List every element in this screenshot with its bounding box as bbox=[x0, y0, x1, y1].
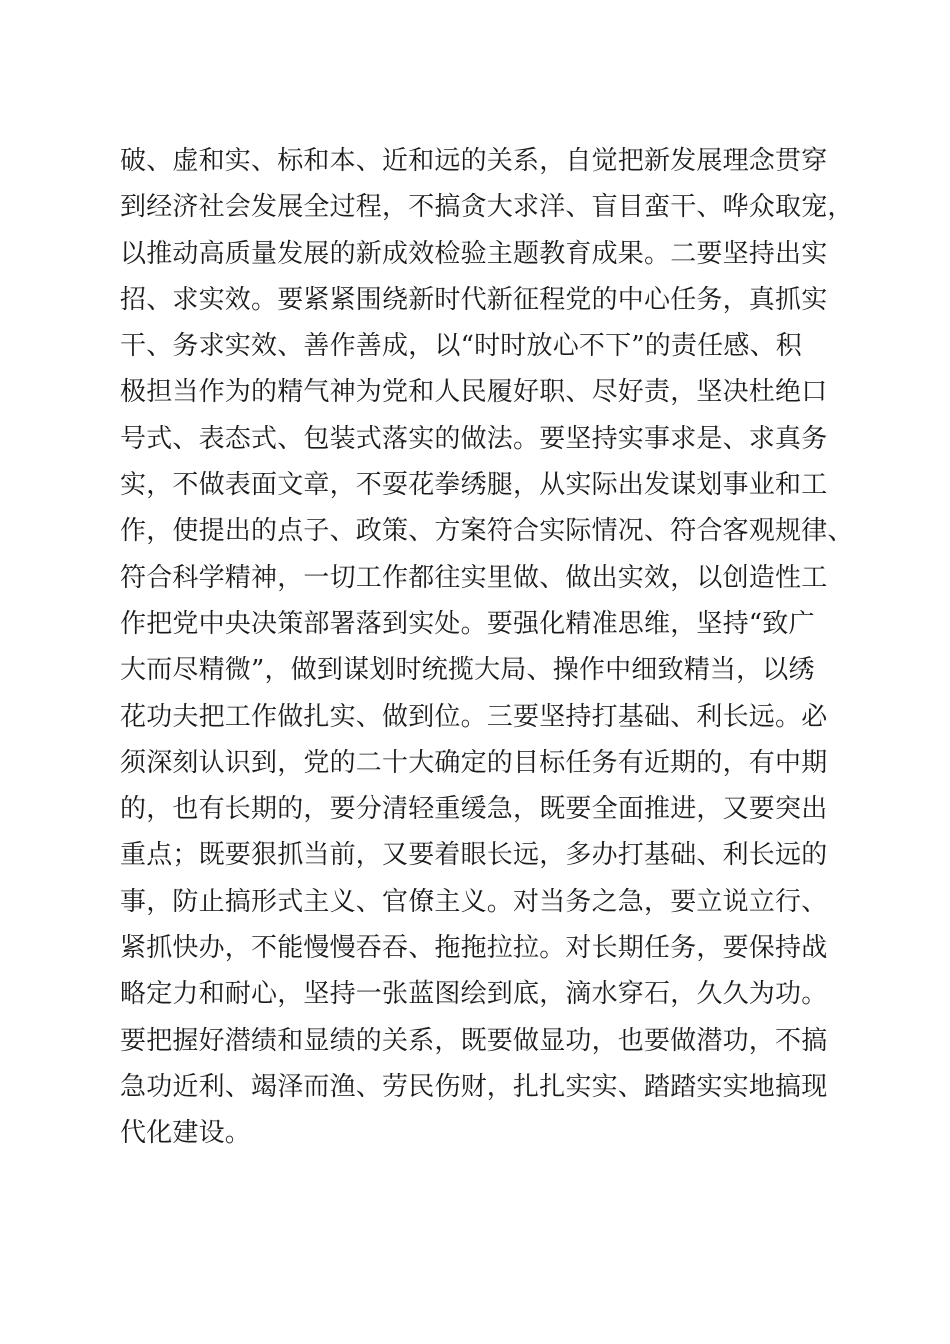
text-line: 略定力和耐心，坚持一张蓝图绘到底，滴水穿石，久久为功。 bbox=[120, 979, 828, 1010]
text-line: 大而尽精微”，做到谋划时统揽大局、操作中细致精当，以绣 bbox=[120, 655, 815, 686]
text-line: 要把握好潜绩和显绩的关系，既要做显功，也要做潜功，不搞 bbox=[120, 1025, 828, 1056]
text-line: 干、务求实效、善作善成，以“时时放心不下”的责任感、积 bbox=[120, 331, 802, 362]
text-line: 事，防止搞形式主义、官僚主义。对当务之急，要立说立行、 bbox=[120, 886, 828, 917]
text-line: 以推动高质量发展的新成效检验主题教育成果。二要坚持出实 bbox=[120, 238, 828, 269]
text-line: 号式、表态式、包装式落实的做法。要坚持实事求是、求真务 bbox=[120, 423, 828, 454]
text-line: 的，也有长期的，要分清轻重缓急，既要全面推进，又要突出 bbox=[120, 794, 828, 825]
text-line: 重点；既要狠抓当前，又要着眼长远，多办打基础、利长远的 bbox=[120, 840, 828, 871]
text-line: 招、求实效。要紧紧围绕新时代新征程党的中心任务，真抓实 bbox=[120, 284, 828, 315]
text-line: 破、虚和实、标和本、近和远的关系，自觉把新发展理念贯穿 bbox=[120, 146, 828, 176]
text-line: 实，不做表面文章，不耍花拳绣腿，从实际出发谋划事业和工 bbox=[120, 470, 828, 501]
text-line: 花功夫把工作做扎实、做到位。三要坚持打基础、利长远。必 bbox=[120, 701, 828, 732]
text-line: 代化建设。 bbox=[120, 1118, 252, 1149]
text-line: 作把党中央决策部署落到实处。要强化精准思维，坚持“致广 bbox=[120, 608, 815, 639]
text-line: 到经济社会发展全过程，不搞贪大求洋、盲目蛮干、哗众取宠， bbox=[120, 192, 854, 223]
text-line: 急功近利、竭泽而渔、劳民伤财，扎扎实实、踏踏实实地搞现 bbox=[120, 1071, 828, 1102]
text-line: 符合科学精神，一切工作都往实里做、做出实效，以创造性工 bbox=[120, 562, 828, 593]
text-line: 须深刻认识到，党的二十大确定的目标任务有近期的，有中期 bbox=[120, 747, 828, 778]
text-line: 极担当作为的精气神为党和人民履好职、尽好责，坚决杜绝口 bbox=[120, 377, 828, 408]
body-paragraph bbox=[120, 138, 854, 1157]
text-line: 作，使提出的点子、政策、方案符合实际情况、符合客观规律、 bbox=[120, 516, 854, 547]
text-line: 紧抓快办，不能慢慢吞吞、拖拖拉拉。对长期任务，要保持战 bbox=[120, 933, 828, 964]
